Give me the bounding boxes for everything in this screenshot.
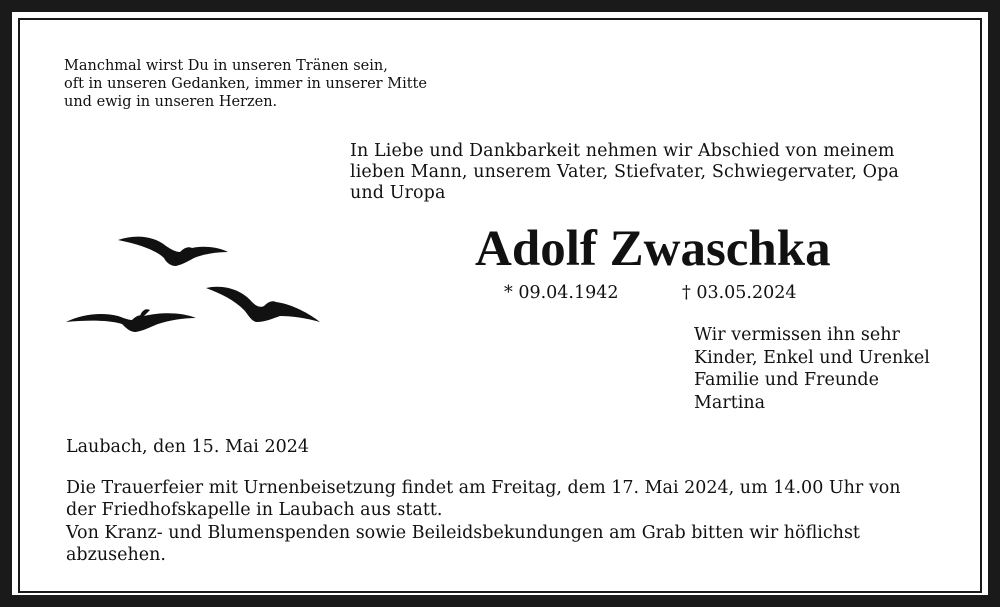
place-and-date: Laubach, den 15. Mai 2024: [66, 437, 309, 457]
obituary-card: [12, 12, 988, 595]
flying-birds-icon: [66, 226, 326, 336]
deceased-name: Adolf Zwaschka: [475, 221, 831, 277]
farewell-intro: In Liebe und Dankbarkeit nehmen wir Abschied von meinem lieben Mann, unserem Vater, Stiefvater, Schwiegervater, Opa und Uropa: [350, 141, 899, 203]
obituary-frame: [18, 18, 982, 593]
donation-notice: Von Kranz- und Blumenspenden sowie Beileidsbekundungen am Grab bitten wir höflichst abzusehen.: [66, 523, 860, 565]
birth-date: * 09.04.1942: [504, 283, 619, 303]
death-date: † 03.05.2024: [682, 283, 797, 303]
mourners-list: Wir vermissen ihn sehr Kinder, Enkel und Urenkel Familie und Freunde Martina: [694, 325, 930, 413]
memorial-verse: Manchmal wirst Du in unseren Tränen sein, oft in unseren Gedanken, immer in unserer Mitte und ewig in unseren Herzen.: [64, 58, 427, 110]
funeral-service-notice: Die Trauerfeier mit Urnenbeisetzung findet am Freitag, dem 17. Mai 2024, um 14.00 Uhr von der Friedhofskapelle in Laubach aus statt.: [66, 478, 901, 520]
